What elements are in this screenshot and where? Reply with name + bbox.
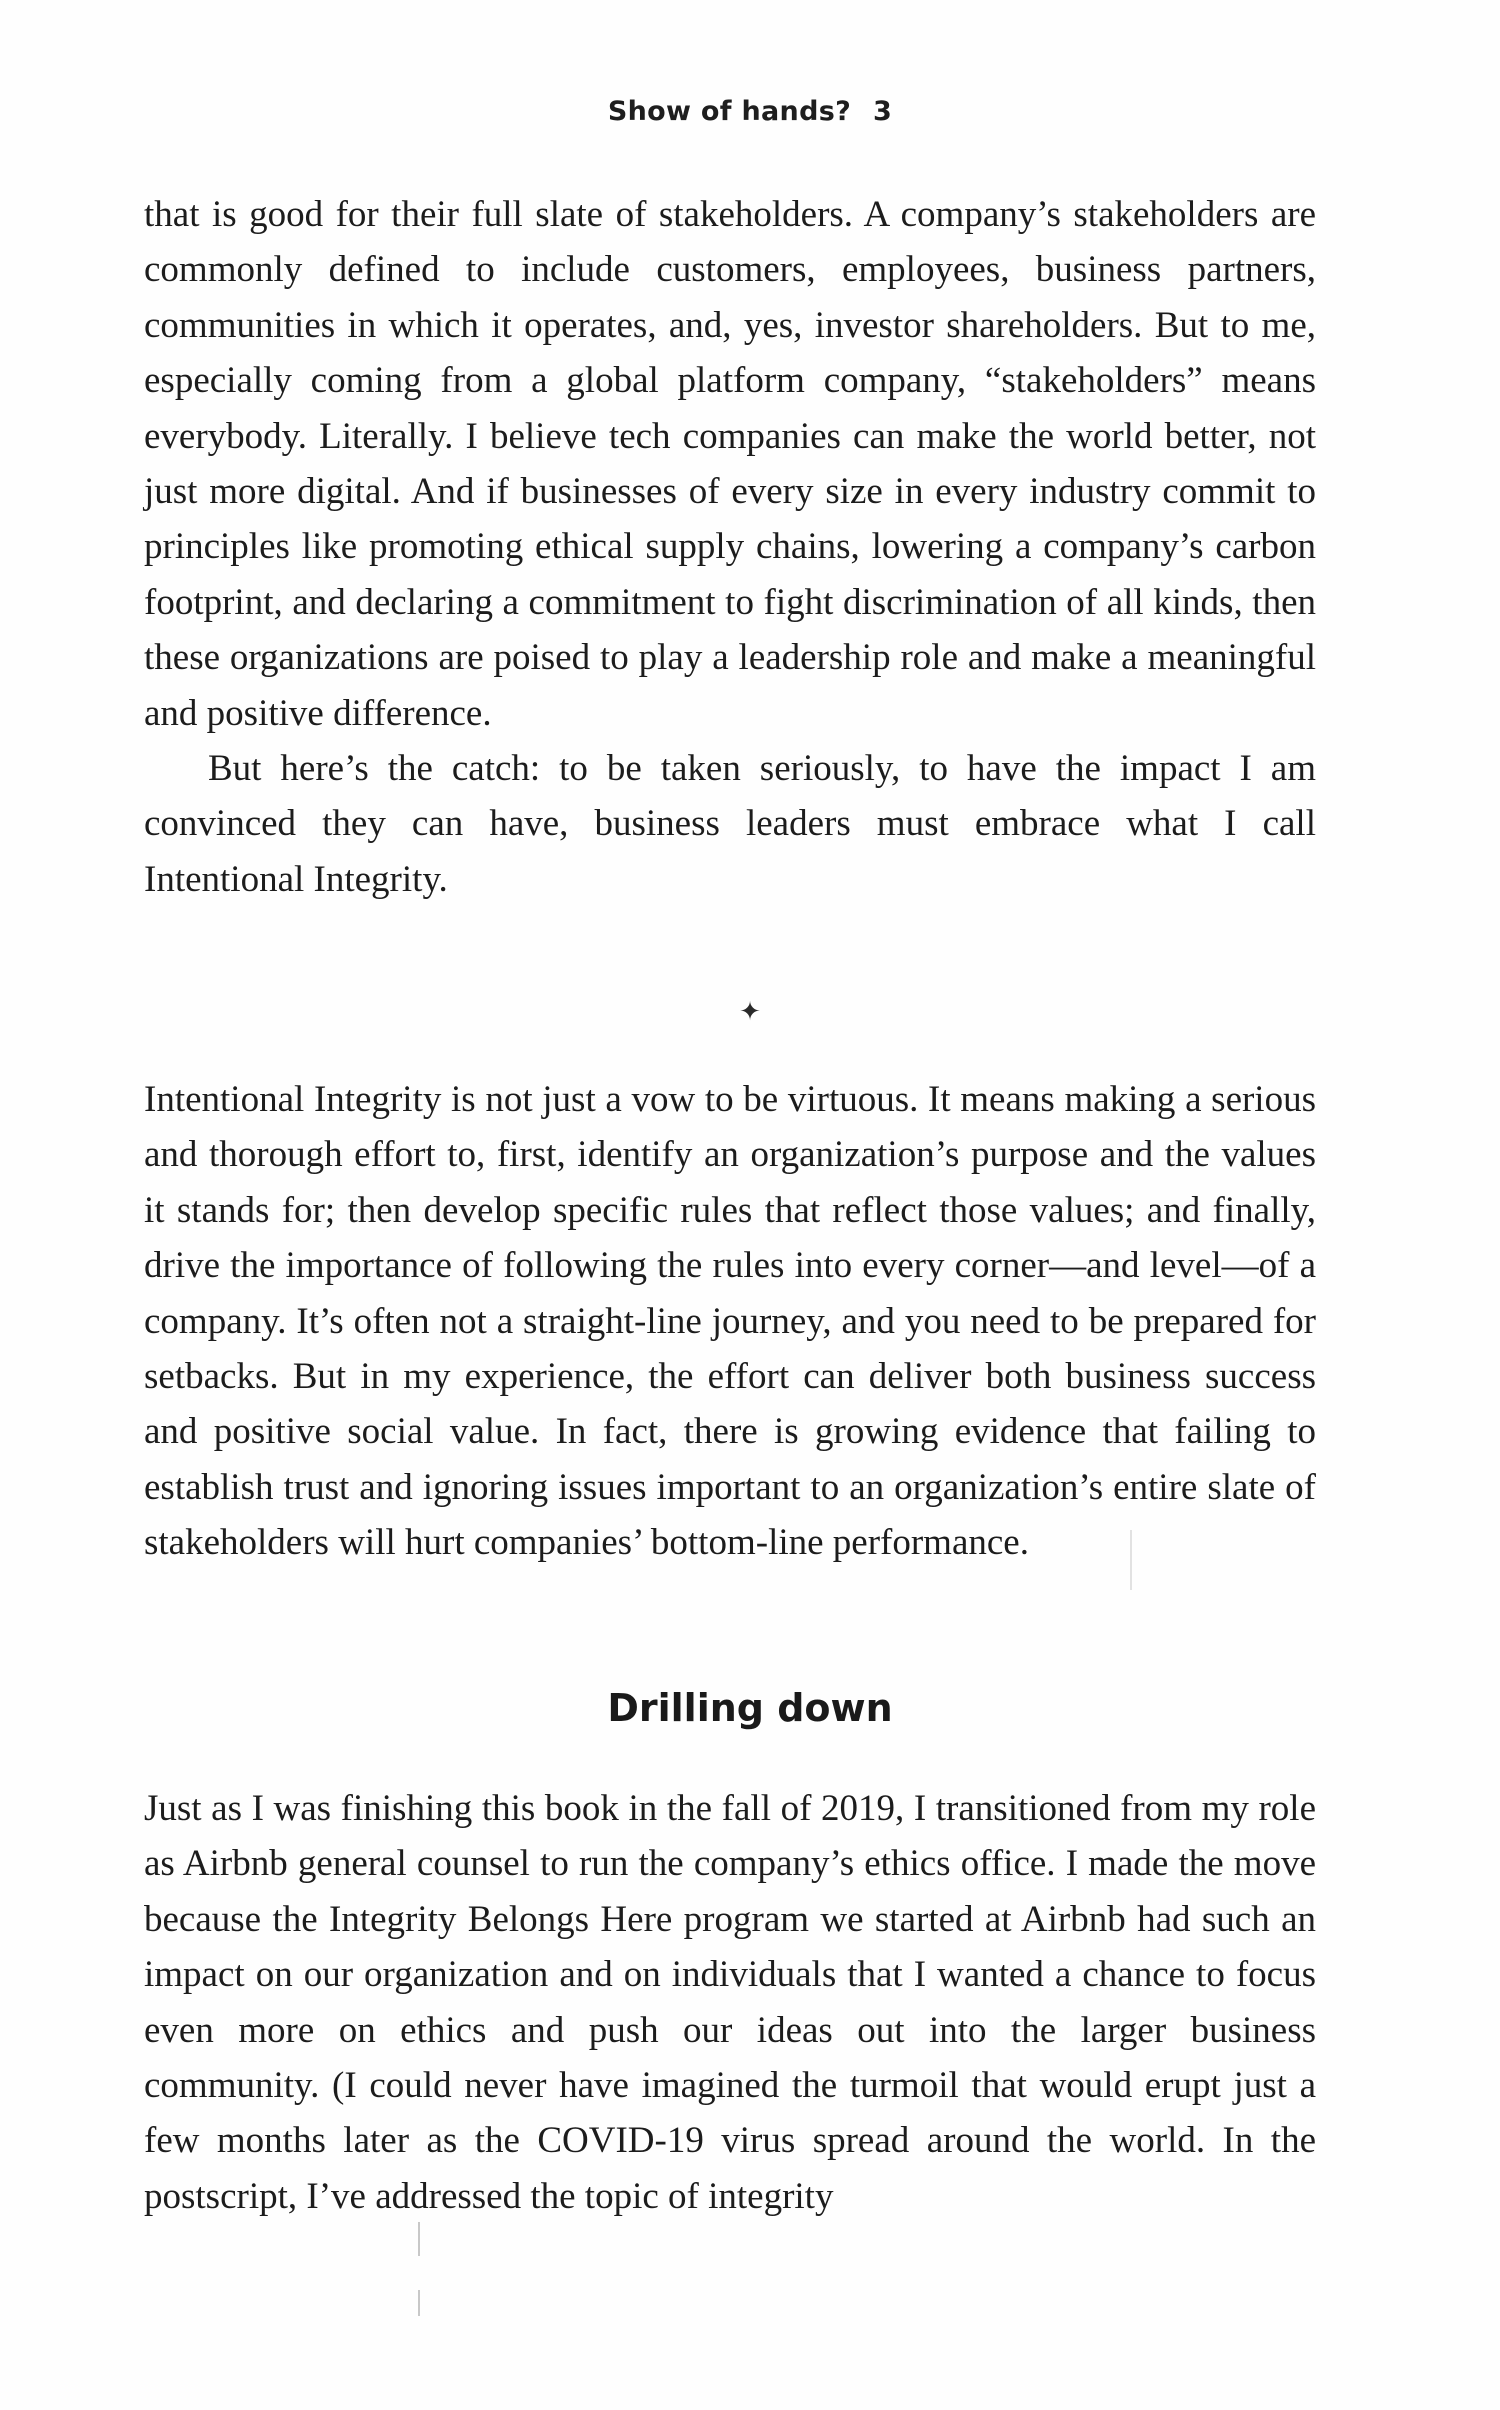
paragraph: Intentional Integrity is not just a vow to be virtuous. It means making a serious and thorough effort to, first, identify an organization’s purpose and the values it stands for; then develop specific rules that reflect those values; and finally, drive the importance of following the rules into every corner—and level—of a company. It’s often not a straight-line journey, and you need to be prepared for setbacks. But in my experience, the effort can deliver both business success and positive social value. In fact, there is growing evidence that failing to establish trust and ignoring issues important to an organization’s entire slate of stakeholders will hurt companies’ bottom-line performance. [144, 1079, 1316, 1564]
body-text-section-1 [144, 187, 1316, 907]
body-text-section-3 [144, 1781, 1316, 2224]
scan-artifact-mark [418, 2290, 420, 2316]
section-heading: Drilling down [607, 1686, 893, 1730]
paragraph: that is good for their full slate of stakeholders. A company’s stakeholders are commonly defined to include customers, employees, business partners, communities in which it operates, and, yes, investor shareholders. But to me, especially coming from a global platform company, “stakeholders” means everybody. Literally. I believe tech companies can make the world better, not just more digital. And if businesses of every size in every industry commit to principles like promoting ethical supply chains, lowering a company’s carbon footprint, and declaring a commitment to fight discrimination of all kinds, then these organizations are poised to play a leadership role and make a meaningful and positive difference. [144, 194, 1316, 734]
scan-artifact-mark [1130, 1530, 1132, 1590]
paragraph: But here’s the catch: to be taken seriously, to have the impact I am convinced they can have, business leaders must embrace what I call Intentional Integrity. [144, 748, 1316, 900]
paragraph: Just as I was finishing this book in the fall of 2019, I transitioned from my role as Airbnb general counsel to run the company’s ethics office. I made the move because the Integrity Belongs Here program we started at Airbnb had such an impact on our organization and on individuals that I wanted a chance to focus even more on ethics and push our ideas out into the larger business community. (I could never have imagined the turmoil that would erupt just a few months later as the COVID-19 virus spread around the world. In the postscript, I’ve addressed the topic of integrity [144, 1788, 1316, 2217]
page-number: 3 [873, 96, 893, 127]
running-head [0, 96, 1500, 127]
scan-artifact-mark [418, 2222, 420, 2256]
section-break-ornament-icon: ✦ [739, 997, 761, 1027]
body-text-section-2 [144, 1072, 1316, 1571]
running-title: Show of hands? [607, 96, 852, 127]
